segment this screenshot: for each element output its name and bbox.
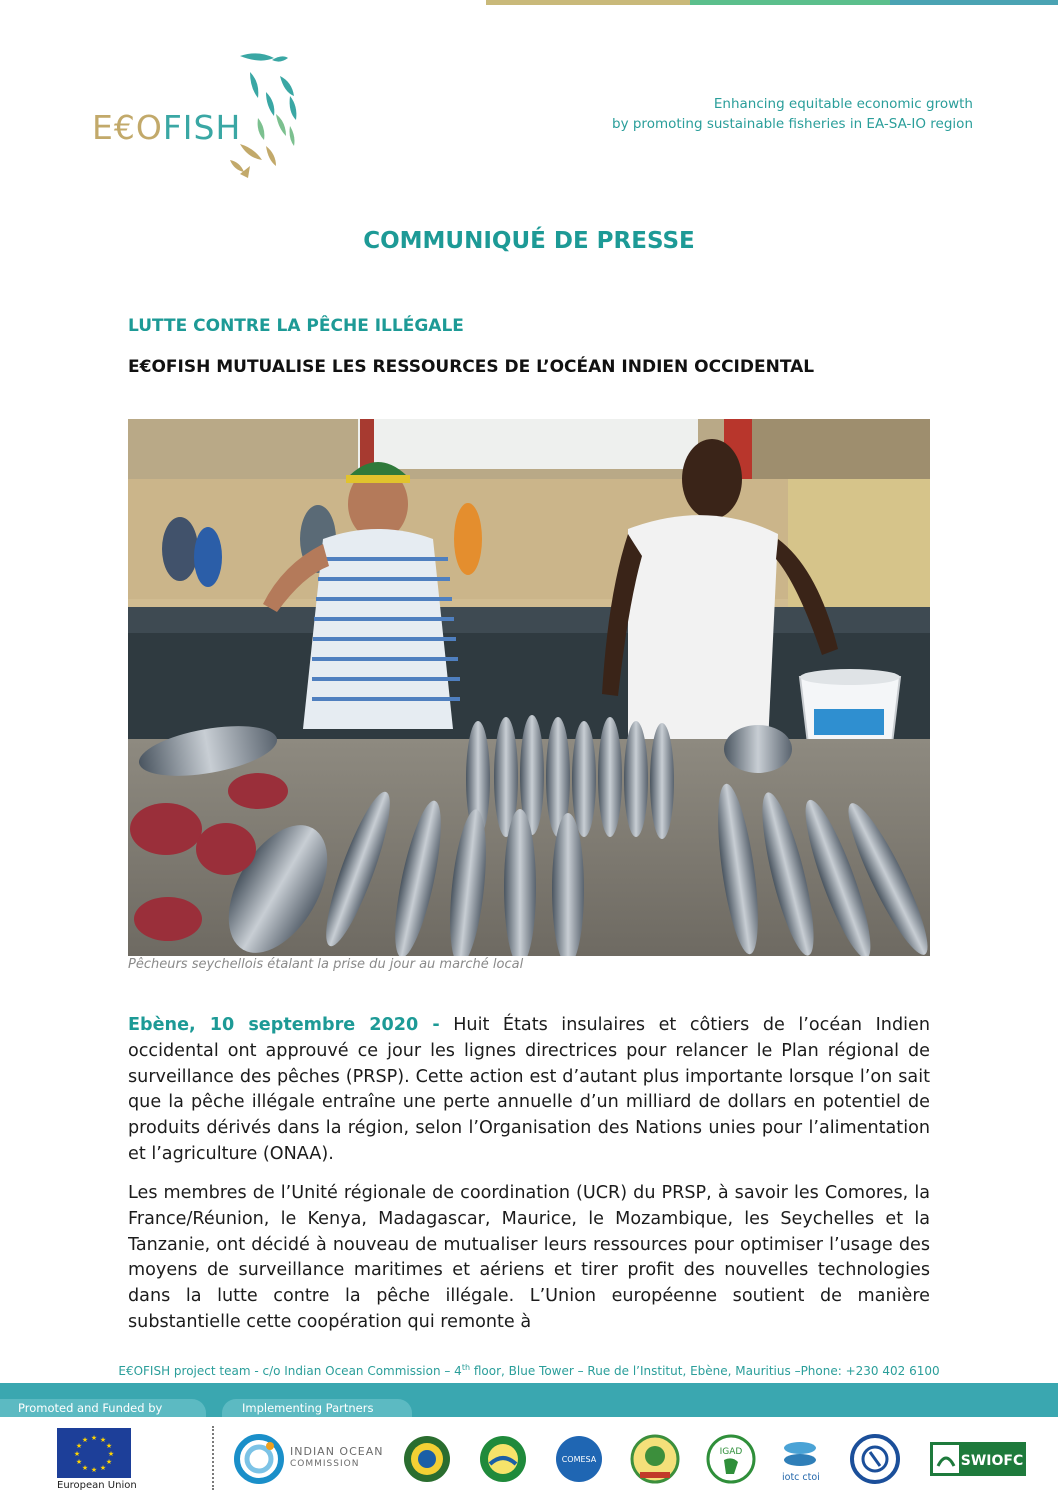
logo-text-fish: FISH	[162, 108, 242, 147]
footer-separator	[212, 1426, 214, 1490]
svg-text:★: ★	[107, 1450, 115, 1458]
ioc-label-line-2: COMMISSION	[290, 1459, 360, 1469]
top-accent-bar-green	[690, 0, 890, 5]
body-paragraph-2: Les membres de l’Unité régionale de coordination (UCR) du PRSP, à savoir les Comores, la France/Réunion, le Kenya, Madagascar, Maurice, le Mozambique, les Seychelles et la Tanzanie, ont décidé à nouveau de mutualiser leurs ressources pour optimiser l’usage des moyens de surveillance maritimes et aériens et tirer profit des nouvelles technologies dans la lutte contre la pêche illégale. L’Union européenne soutient de manière substantielle cette coopération qui remonte à	[128, 1183, 930, 1332]
tagline-line-2: by promoting sustainable fisheries in EA-SA-IO region	[612, 116, 973, 132]
footer-address-superscript: th	[461, 1363, 471, 1372]
svg-text:★: ★	[81, 1436, 89, 1444]
fishermen-image	[128, 419, 930, 956]
svg-text:★: ★	[105, 1458, 113, 1466]
swiofc-logo-text: SWIOFC	[960, 1453, 1024, 1469]
comesa-emblem-icon	[554, 1434, 604, 1484]
sadc-emblem-icon	[850, 1434, 900, 1484]
sadc-logo-icon	[850, 1434, 900, 1488]
svg-text:★: ★	[90, 1434, 98, 1442]
tagline	[612, 94, 973, 134]
eu-flag-icon	[57, 1428, 131, 1478]
eac-emblem-icon	[402, 1434, 452, 1484]
svg-text:★: ★	[73, 1450, 81, 1458]
tagline-line-1: Enhancing equitable economic growth	[713, 96, 973, 112]
ecowas-logo-icon	[630, 1434, 680, 1488]
iotc-fish-icon	[780, 1434, 820, 1474]
logo-text-eco: E€O	[92, 108, 163, 147]
fish-market-photo	[128, 419, 930, 956]
footer-address-part-2: floor, Blue Tower – Rue de l’Institut, Ebène, Mauritius –Phone: +230 402 6100	[470, 1364, 940, 1378]
headline: E€OFISH MUTUALISE LES RESSOURCES DE L’OCÉAN INDIEN OCCIDENTAL	[128, 357, 815, 377]
ioc-label	[290, 1446, 383, 1470]
ioc-swirl-icon	[234, 1434, 284, 1484]
logo-wordmark	[92, 108, 241, 147]
eu-label: European Union	[57, 1480, 137, 1491]
svg-text:★: ★	[105, 1442, 113, 1450]
paragraph-1-text: Huit États insulaires et côtiers de l’océan Indien occidental ont approuvé ce jour les lignes directrices pour relancer le Plan régional de surveillance des pêches (PRSP). Cette action est d’autant plus importante lorsque l’on sait que la pêche illégale entraîne une perte annuelle d’un milliard de dollars en potentiel de produits dérivés dans la région, selon l’Organisation des Nations unies pour l’alimentation et l’agriculture (ONAA).	[128, 1015, 930, 1164]
ioc-logo-icon	[234, 1434, 284, 1488]
comesa-logo-icon	[554, 1434, 604, 1488]
document-title: COMMUNIQUÉ DE PRESSE	[363, 228, 695, 254]
swiofc-logo-icon	[930, 1442, 1026, 1480]
svg-text:★: ★	[90, 1466, 98, 1474]
regional-emblem-icon	[630, 1434, 680, 1484]
dateline: Ebène, 10 septembre 2020 -	[128, 1015, 440, 1035]
body-paragraph-1	[128, 1013, 930, 1168]
promoted-label: Promoted and Funded by	[0, 1399, 206, 1417]
iotc-label: iotc ctoi	[782, 1472, 820, 1483]
svg-text:★: ★	[75, 1442, 83, 1450]
svg-text:★: ★	[75, 1458, 83, 1466]
eac-logo-icon	[402, 1434, 452, 1488]
footer-address	[0, 1363, 1058, 1378]
eu-stars-icon	[57, 1428, 131, 1478]
photo-caption: Pêcheurs seychellois étalant la prise du jour au marché local	[128, 957, 524, 972]
svg-text:★: ★	[99, 1436, 107, 1444]
top-accent-bar-blue	[890, 0, 1058, 5]
lvfo-logo-icon	[478, 1434, 528, 1488]
iotc-logo-icon	[780, 1434, 820, 1483]
comesa-logo-text: COMESA	[561, 1455, 597, 1464]
lvfo-emblem-icon	[478, 1434, 528, 1484]
kicker: LUTTE CONTRE LA PÊCHE ILLÉGALE	[128, 316, 464, 336]
ecofish-logo	[90, 48, 320, 188]
svg-text:★: ★	[99, 1464, 107, 1472]
swiofc-emblem-icon	[930, 1442, 1026, 1476]
footer-address-part-1: E€OFISH project team - c/o Indian Ocean Commission – 4	[118, 1364, 462, 1378]
igad-emblem-icon	[706, 1434, 756, 1484]
top-accent-bar-gold	[486, 0, 690, 5]
igad-logo-icon	[706, 1434, 756, 1488]
svg-text:★: ★	[81, 1464, 89, 1472]
partners-label: Implementing Partners	[222, 1399, 412, 1417]
ioc-label-line-1: INDIAN OCEAN	[290, 1445, 384, 1458]
igad-logo-text: IGAD	[719, 1447, 743, 1457]
